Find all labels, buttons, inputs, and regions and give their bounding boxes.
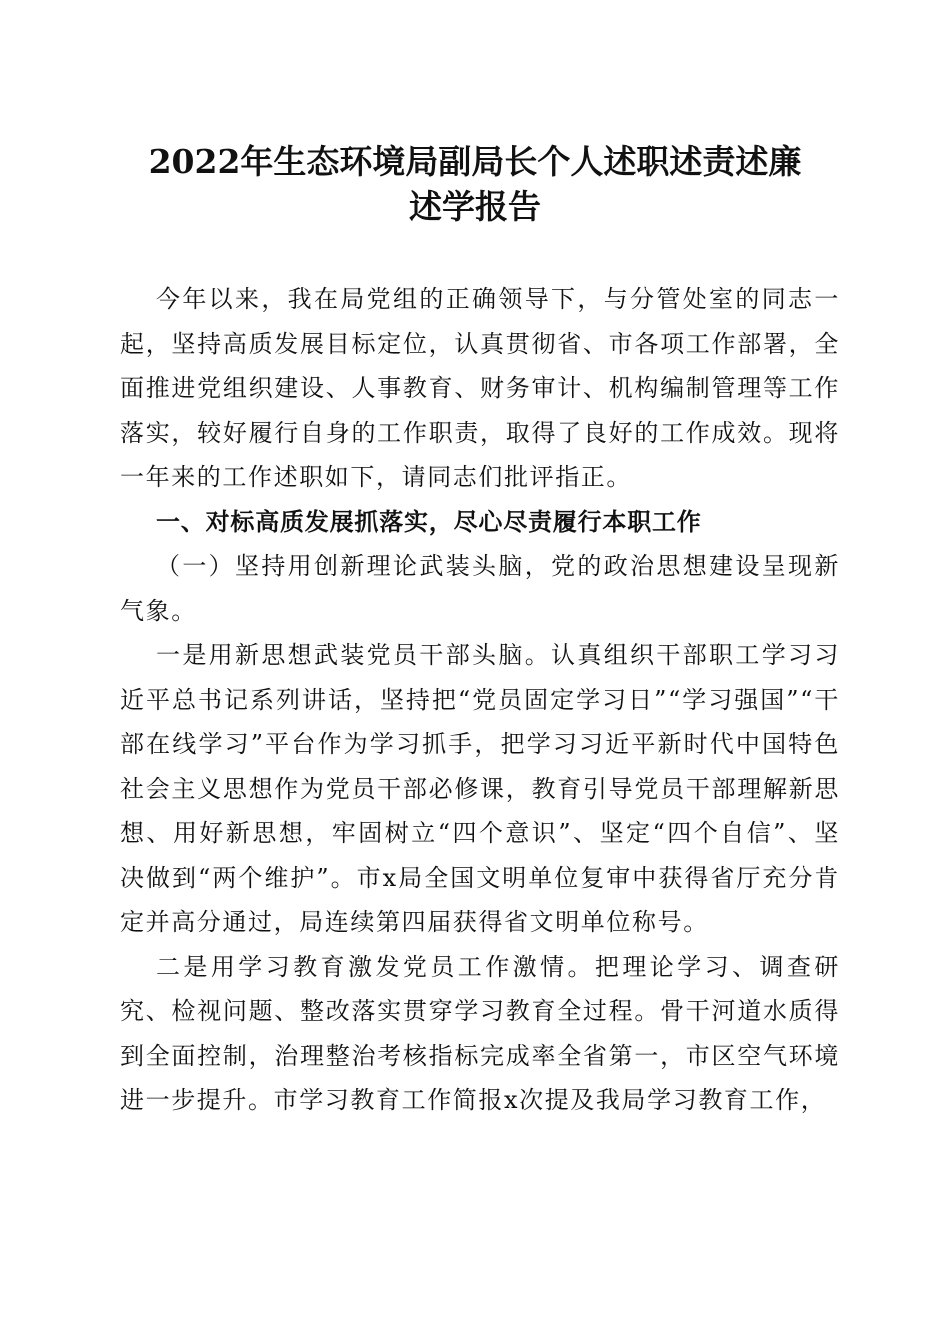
section-heading-1: 一、对标高质发展抓落实，尽心尽责履行本职工作 bbox=[156, 507, 702, 536]
body-paragraph-2: 二是用学习教育激发党员工作激情。把理论学习、调查研究、检视问题、整改落实贯穿学习教育全过程。骨干河道水质得到全面控制，治理整治考核指标完成率全省第一，市区空气环境进一步提升。市学习教育工作简报x次提及我局学习教育工作， bbox=[120, 952, 840, 1114]
subsection-heading-1: （一）坚持用创新理论武装头脑，党的政治思想建设呈现新气象。 bbox=[120, 552, 840, 625]
document-title-line-2: 述学报告 bbox=[409, 187, 541, 226]
document-title-line-1: 2022年生态环境局副局长个人述职述责述廉 bbox=[148, 142, 802, 181]
intro-paragraph: 今年以来，我在局党组的正确领导下，与分管处室的同志一起，坚持高质发展目标定位，认真贯彻省、市各项工作部署，全面推进党组织建设、人事教育、财务审计、机构编制管理等工作落实，较好履行自身的工作职责，取得了良好的工作成效。现将一年来的工作述职如下，请同志们批评指正。 bbox=[120, 285, 840, 491]
document-body bbox=[120, 277, 840, 1123]
body-paragraph-1: 一是用新思想武装党员干部头脑。认真组织干部职工学习习近平总书记系列讲话，坚持把“党员固定学习日”“学习强国”“干部在线学习”平台作为学习抓手，把学习习近平新时代中国特色社会主义思想作为党员干部必修课，教育引导党员干部理解新思想、用好新思想，牢固树立“四个意识”、坚定“四个自信”、坚决做到“两个维护”。市x局全国文明单位复审中获得省厅充分肯定并高分通过，局连续第四届获得省文明单位称号。 bbox=[120, 641, 840, 936]
